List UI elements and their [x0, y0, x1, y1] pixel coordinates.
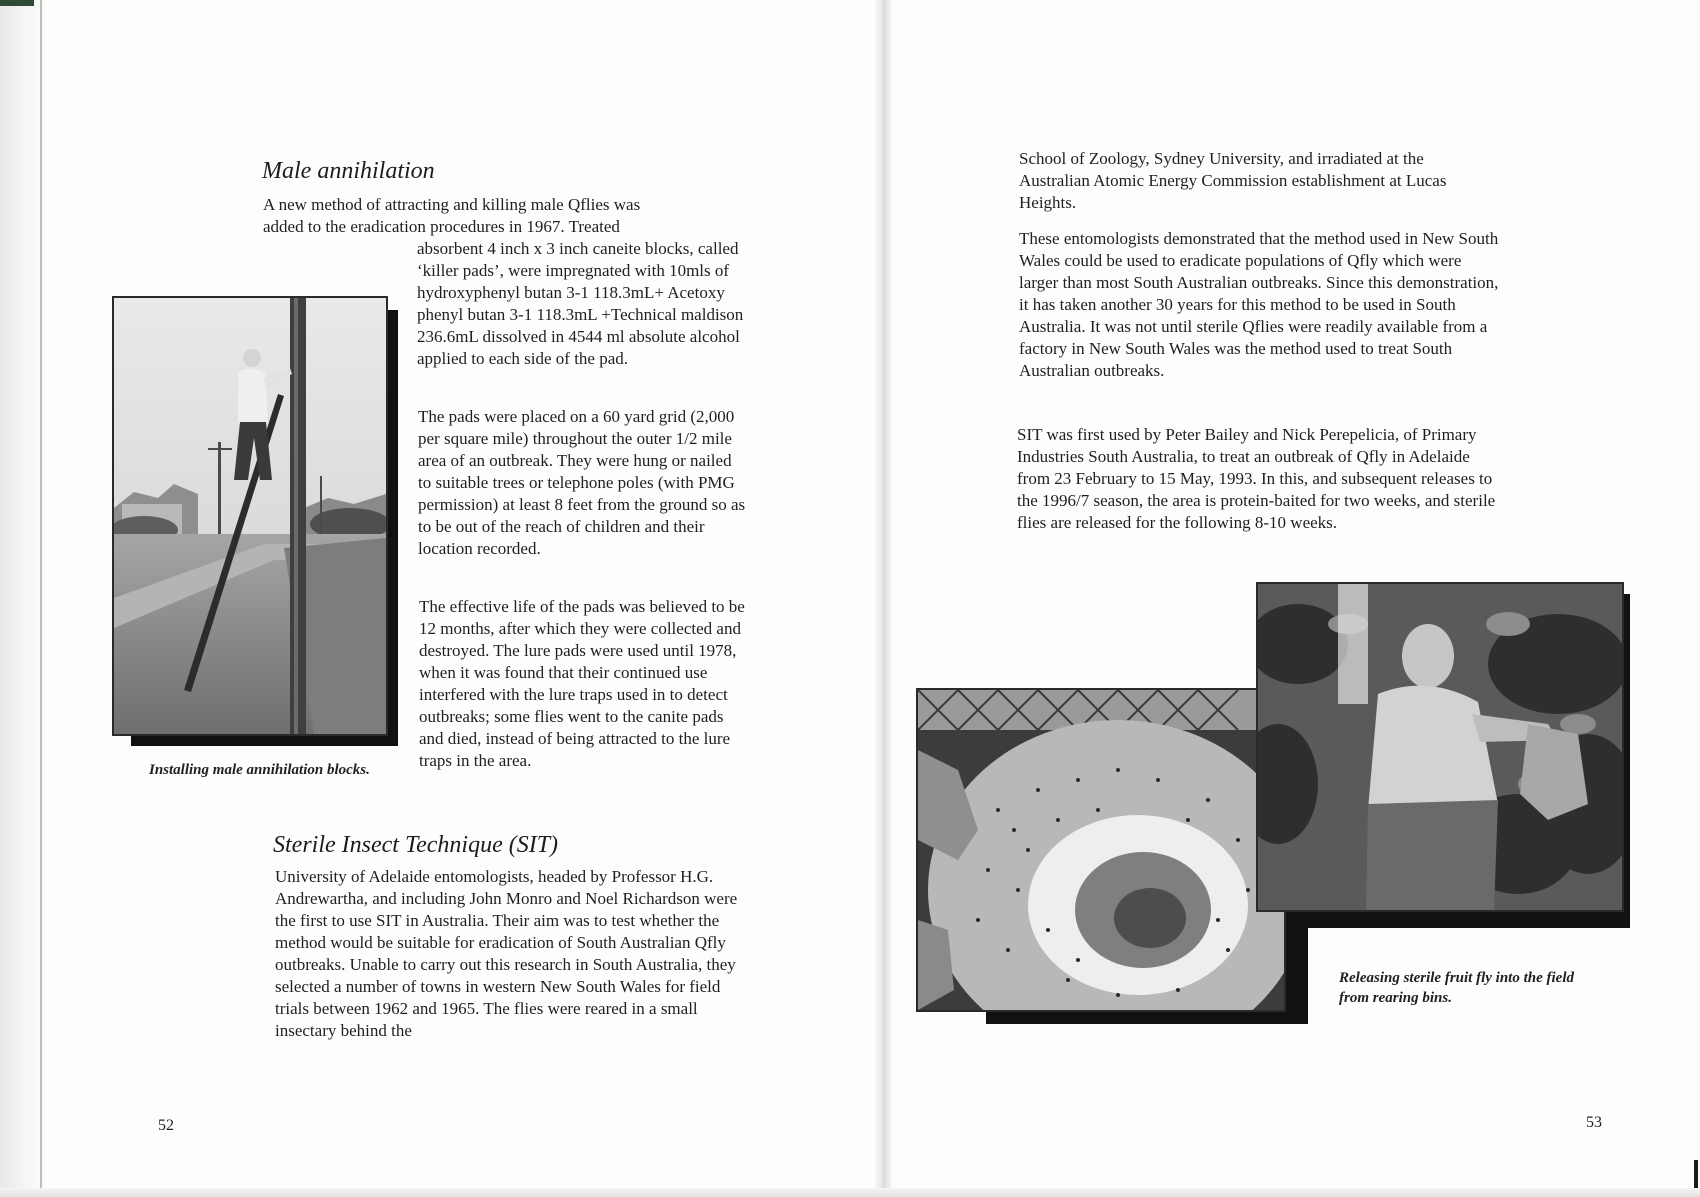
page-edge-line [40, 0, 42, 1197]
paragraph-first-used: SIT was first used by Peter Bailey and Nick Perepelicia, of Primary Industries South Australia, to treat an outbreak of Qfly in Adelaide from 23 February to 15 May, 1993. In this, and subsequent releases to the 1996/7 season, the area is protein-baited for two weeks, and sterile flies are released for the following 8-10 weeks. [1017, 425, 1496, 532]
heading-male-annihilation: Male annihilation [262, 158, 435, 184]
page-number-right: 53 [1586, 1114, 1602, 1131]
photo-releasing-flies [1256, 582, 1624, 912]
page-number-left: 52 [158, 1117, 174, 1134]
paragraph-sit-history: University of Adelaide entomologists, headed by Professor H.G. Andrewartha, and including John Monro and Noel Richardson were the first to use SIT in Australia. Their aim was to test whether the method would be suitable for eradication of South Australian Qfly outbreaks. Unable to carry out this research in South Australia, they selected a number of towns in western New South Wales for field trials between 1962 and 1965. The flies were reared in a small insectary behind the [275, 867, 738, 1040]
page-edge-bottom [0, 1188, 1700, 1197]
paragraph-demonstrated: These entomologists demonstrated that the method used in New South Wales could be used to eradicate populations of Qfly which were larger than most South Australian outbreaks. Since this demonstration, it has taken another 30 years for this method to be used in South Australia. It was not until sterile Qflies were readily available from a factory in New South Wales was the method used to treat South Australian outbreaks. [1019, 229, 1499, 380]
heading-sit: Sterile Insect Technique (SIT) [273, 832, 559, 858]
street-scene-illustration [114, 298, 386, 734]
photo-installing-blocks [112, 296, 388, 736]
page-edge-left [0, 0, 44, 1197]
paragraph-killer-pads: absorbent 4 inch x 3 inch caneite blocks, called ‘killer pads’, were impregnated with 10mls of hydroxyphenyl butan 3-1 118.3mL+ Acetoxy phenyl butan 3-1 118.3mL +Technical maldison 236.6mL dissolved in 4544 ml absolute alcohol applied to each side of the pad. [417, 239, 744, 368]
intro-line-2: added to the eradication procedures in 1967. Treated [263, 217, 620, 236]
paragraph-effective-life: The effective life of the pads was believed to be 12 months, after which they were collected and destroyed. The lure pads were used until 1978, when it was found that their continued use interfered with the lure traps used in to detect outbreaks; some flies went to the canite pads and died, instead of being attracted to the lure traps in the area. [419, 597, 745, 770]
book-gutter [874, 0, 892, 1197]
photo-fly-bin [916, 688, 1286, 1012]
intro-line-1: A new method of attracting and killing male Qflies was [263, 195, 641, 214]
caption-releasing-flies: Releasing sterile fruit fly into the field from rearing bins. [1339, 970, 1574, 1006]
fly-bin-illustration [918, 690, 1284, 1010]
release-illustration [1258, 584, 1622, 910]
paragraph-pad-grid: The pads were placed on a 60 yard grid (2,000 per square mile) throughout the outer 1/2 mile area of an outbreak. They were hung or nailed to suitable trees or telephone poles (with PMG permission) at least 8 feet from the ground so as to be out of the reach of children and their location recorded. [418, 407, 746, 558]
scan-edge-mark [1694, 1160, 1698, 1188]
cover-corner [0, 0, 34, 6]
caption-installing-blocks: Installing male annihilation blocks. [149, 762, 370, 778]
paragraph-continued: School of Zoology, Sydney University, and irradiated at the Australian Atomic Energy Commission establishment at Lucas Heights. [1019, 149, 1447, 212]
